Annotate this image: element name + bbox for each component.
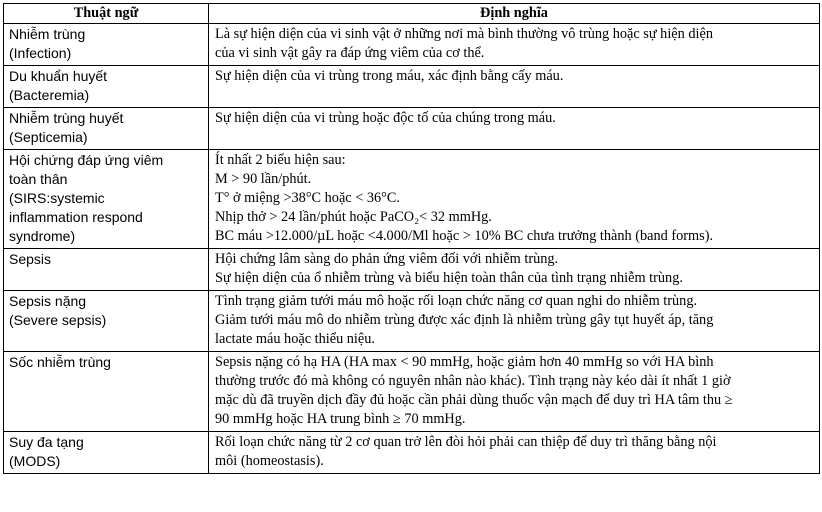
term-line: (SIRS:systemic [9, 190, 105, 206]
definition-line: BC máu >12.000/µL hoặc <4.000/Ml hoặc > 10% BC chưa trưởng thành (band forms). [215, 228, 714, 244]
definition-line: của vi sinh vật gây ra đáp ứng viêm của cơ thể. [215, 45, 485, 61]
definition-column-header: Định nghĩa [209, 4, 820, 24]
table-row [4, 150, 820, 249]
definition-line: mặc dù đã truyền dịch đầy đủ hoặc cần phải dùng thuốc vận mạch để duy trì HA tâm thu ≥ [215, 392, 733, 408]
term-column-header: Thuật ngữ [4, 4, 209, 24]
definition-line: Là sự hiện diện của vi sinh vật ở những nơi mà bình thường vô trùng hoặc sự hiện diện [215, 26, 713, 42]
term-cell [4, 249, 209, 291]
term-line: Suy đa tạng [9, 434, 84, 450]
definition-line: T° ở miệng >38°C hoặc < 36°C. [215, 190, 400, 206]
term-line: Sepsis [9, 251, 52, 267]
term-line: (Bacteremia) [9, 87, 90, 103]
term-line: Sốc nhiễm trùng [9, 354, 111, 370]
definition-line: M > 90 lần/phút. [215, 171, 312, 187]
definition-line: Rối loạn chức năng từ 2 cơ quan trở lên đòi hỏi phải can thiệp để duy trì thăng bằng nội [215, 434, 717, 450]
term-cell [4, 432, 209, 474]
term-line: Du khuẩn huyết [9, 68, 108, 84]
definition-cell [209, 150, 820, 249]
definition-line: môi (homeostasis). [215, 453, 324, 469]
definition-cell [209, 432, 820, 474]
definition-line: 90 mmHg hoặc HA trung bình ≥ 70 mmHg. [215, 411, 466, 427]
term-line: (MODS) [9, 453, 61, 469]
term-line: (Infection) [9, 45, 72, 61]
definition-line: Ít nhất 2 biểu hiện sau: [215, 152, 346, 168]
table-body [4, 24, 820, 474]
definition-cell [209, 352, 820, 432]
term-line: Nhiễm trùng huyết [9, 110, 124, 126]
term-line: (Severe sepsis) [9, 312, 107, 328]
table-row [4, 432, 820, 474]
term-cell [4, 66, 209, 108]
definition-cell [209, 66, 820, 108]
table-row [4, 249, 820, 291]
table-header-row [4, 4, 820, 24]
term-cell [4, 352, 209, 432]
term-line: Nhiễm trùng [9, 26, 86, 42]
definition-cell [209, 291, 820, 352]
term-line: Hội chứng đáp ứng viêm [9, 152, 164, 168]
term-line: Sepsis nặng [9, 293, 87, 309]
definition-line: Sự hiện diện của vi trùng hoặc độc tố của chúng trong máu. [215, 110, 556, 126]
definition-line: Sự hiện diện của ổ nhiễm trùng và biểu hiện toàn thân của tình trạng nhiễm trùng. [215, 270, 683, 286]
definition-cell [209, 249, 820, 291]
table-row [4, 24, 820, 66]
definition-line: lactate máu hoặc thiểu niệu. [215, 331, 375, 347]
term-line: (Septicemia) [9, 129, 88, 145]
definition-line: Giảm tưới máu mô do nhiễm trùng được xác định là nhiễm trùng gây tụt huyết áp, tăng [215, 312, 714, 328]
definition-line: Sepsis nặng có hạ HA (HA max < 90 mmHg, hoặc giảm hơn 40 mmHg so với HA bình [215, 354, 714, 370]
term-line: toàn thân [9, 171, 68, 187]
table-row [4, 352, 820, 432]
definition-line: thường trước đó mà không có nguyên nhân nào khác). Tình trạng này kéo dài ít nhất 1 giờ [215, 373, 731, 389]
table-row [4, 291, 820, 352]
term-cell [4, 291, 209, 352]
term-line: inflammation respond [9, 209, 143, 225]
definitions-table [3, 3, 820, 474]
definition-line: Tình trạng giảm tưới máu mô hoặc rối loạn chức năng cơ quan nghi do nhiễm trùng. [215, 293, 698, 309]
definition-line: Hội chứng lâm sàng do phản ứng viêm đối với nhiễm trùng. [215, 251, 559, 267]
term-cell [4, 24, 209, 66]
term-line: syndrome) [9, 228, 76, 244]
definition-line: Nhịp thở > 24 lần/phút hoặc PaCO₂< 32 mmHg. [215, 209, 492, 225]
definition-line: Sự hiện diện của vi trùng trong máu, xác định bằng cấy máu. [215, 68, 564, 84]
definition-cell [209, 24, 820, 66]
term-cell [4, 150, 209, 249]
definition-cell [209, 108, 820, 150]
table-row [4, 108, 820, 150]
term-cell [4, 108, 209, 150]
table-row [4, 66, 820, 108]
